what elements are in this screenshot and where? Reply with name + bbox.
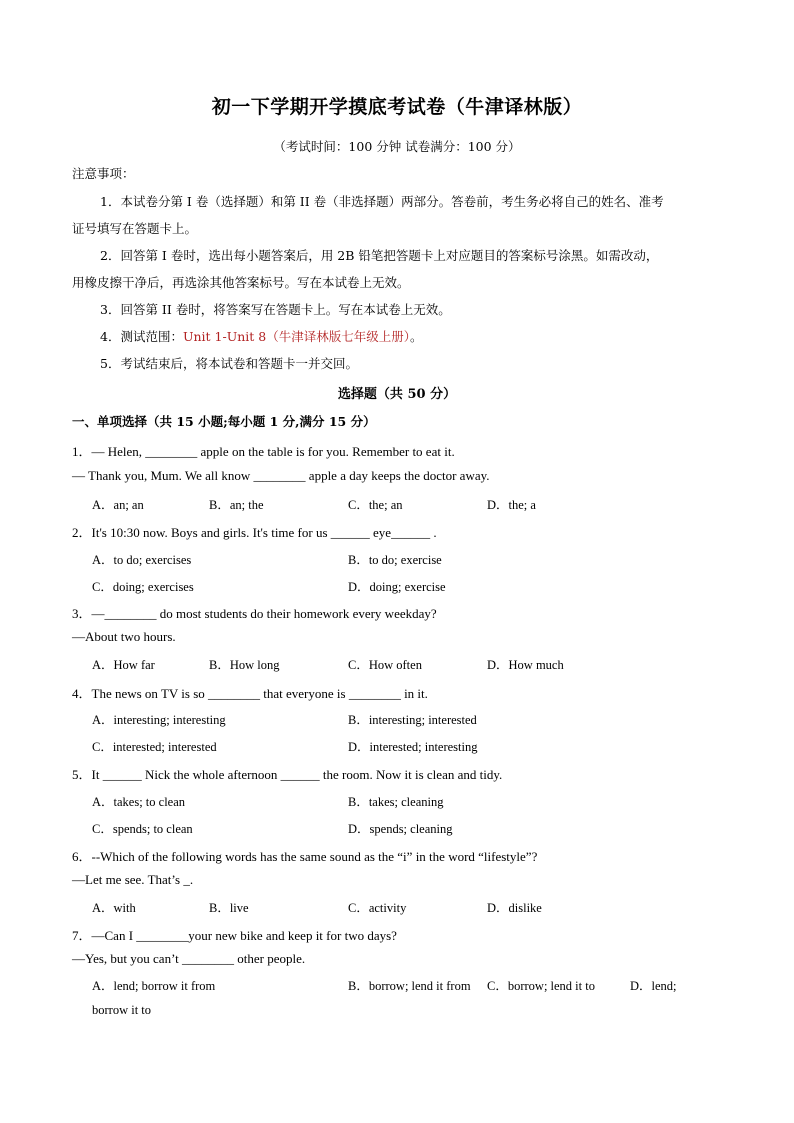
question-2-option-b[interactable]: B．to do; exercise — [348, 553, 442, 567]
question-4-text: 4．The news on TV is so ________ that everyone is ________ in it. — [72, 686, 428, 701]
question-4-option-b[interactable]: B．interesting; interested — [348, 713, 477, 727]
exam-info: （考试时间：100 分钟 试卷满分：100 分） — [273, 139, 521, 154]
note-2-line-1: 2．回答第 I 卷时，选出每小题答案后，用 2B 铅笔把答题卡上对应题目的答案标号涂黑。如需改动， — [100, 248, 659, 263]
note-4-suffix: 。 — [410, 329, 423, 344]
question-7-option-c[interactable]: C．borrow; lend it to — [487, 979, 595, 993]
note-5: 5．考试结束后，将本试卷和答题卡一并交回。 — [100, 356, 358, 371]
question-6-option-b[interactable]: B．live — [209, 901, 249, 915]
note-4-prefix: 4．测试范围： — [100, 329, 183, 344]
question-2-option-d[interactable]: D．doing; exercise — [348, 580, 446, 594]
question-5-option-c[interactable]: C．spends; to clean — [92, 822, 193, 836]
question-6-option-a[interactable]: A．with — [92, 901, 136, 915]
question-3-option-c[interactable]: C．How often — [348, 658, 422, 672]
question-3-option-b[interactable]: B．How long — [209, 658, 280, 672]
question-4-option-d[interactable]: D．interested; interesting — [348, 740, 478, 754]
question-2-option-c[interactable]: C．doing; exercises — [92, 580, 194, 594]
question-7-option-b[interactable]: B．borrow; lend it from — [348, 979, 471, 993]
question-5-text: 5．It ______ Nick the whole afternoon ______ the room. Now it is clean and tidy. — [72, 767, 503, 782]
note-3: 3．回答第 II 卷时，将答案写在答题卡上。写在本试卷上无效。 — [100, 302, 451, 317]
note-1-line-2: 证号填写在答题卡上。 — [72, 221, 198, 236]
question-7-text-2: —Yes, but you can’t ________ other people. — [72, 951, 306, 966]
question-3-text-2: —About two hours. — [72, 629, 176, 644]
question-1-text-2: — Thank you, Mum. We all know ________ apple a day keeps the doctor away. — [72, 468, 490, 483]
question-1-text: 1．— Helen, ________ apple on the table is for you. Remember to eat it. — [72, 444, 455, 459]
question-1-option-d[interactable]: D．the; a — [487, 498, 536, 512]
note-2-line-2: 用橡皮擦干净后，再选涂其他答案标号。写在本试卷上无效。 — [72, 275, 410, 290]
section-title: 选择题（共 50 分） — [337, 387, 457, 402]
question-1-option-b[interactable]: B．an; the — [209, 498, 264, 512]
question-5-option-b[interactable]: B．takes; cleaning — [348, 795, 444, 809]
question-3-text: 3．—________ do most students do their homework every weekday? — [72, 606, 437, 621]
question-6-option-d[interactable]: D．dislike — [487, 901, 542, 915]
question-1-option-c[interactable]: C．the; an — [348, 498, 403, 512]
note-4 — [100, 327, 423, 345]
question-6-text: 6．--Which of the following words has the same sound as the “i” in the word “lifestyle”? — [72, 849, 538, 864]
page-title: 初一下学期开学摸底考试卷（牛津译林版） — [211, 96, 583, 118]
question-3-option-a[interactable]: A．How far — [92, 658, 155, 672]
question-7-text: 7．—Can I ________your new bike and keep it for two days? — [72, 928, 397, 943]
notes-heading: 注意事项： — [72, 166, 135, 181]
question-3-option-d[interactable]: D．How much — [487, 658, 564, 672]
note-1-line-1: 1．本试卷分第 I 卷（选择题）和第 II 卷（非选择题）两部分。答卷前，考生务必将自己的姓名、准考 — [100, 194, 664, 209]
question-7-option-a[interactable]: A．lend; borrow it from — [92, 979, 216, 993]
question-1-option-a[interactable]: A．an; an — [92, 498, 144, 512]
question-5-option-a[interactable]: A．takes; to clean — [92, 795, 186, 809]
question-4-option-a[interactable]: A．interesting; interesting — [92, 713, 226, 727]
question-7-option-d[interactable]: D．lend; — [630, 979, 677, 993]
question-6-option-c[interactable]: C．activity — [348, 901, 407, 915]
question-4-option-c[interactable]: C．interested; interested — [92, 740, 217, 754]
question-6-text-2: —Let me see. That’s _. — [72, 872, 194, 887]
question-5-option-d[interactable]: D．spends; cleaning — [348, 822, 453, 836]
test-range: Unit 1-Unit 8（牛津译林版七年级上册） — [182, 329, 411, 344]
part-1-heading: 一、单项选择（共 15 小题;每小题 1 分,满分 15 分） — [72, 414, 376, 429]
question-7-option-d-continued[interactable]: borrow it to — [92, 1003, 152, 1017]
question-2-option-a[interactable]: A．to do; exercises — [92, 553, 192, 567]
question-2-text: 2．It's 10:30 now. Boys and girls. It's time for us ______ eye______ . — [72, 525, 437, 540]
